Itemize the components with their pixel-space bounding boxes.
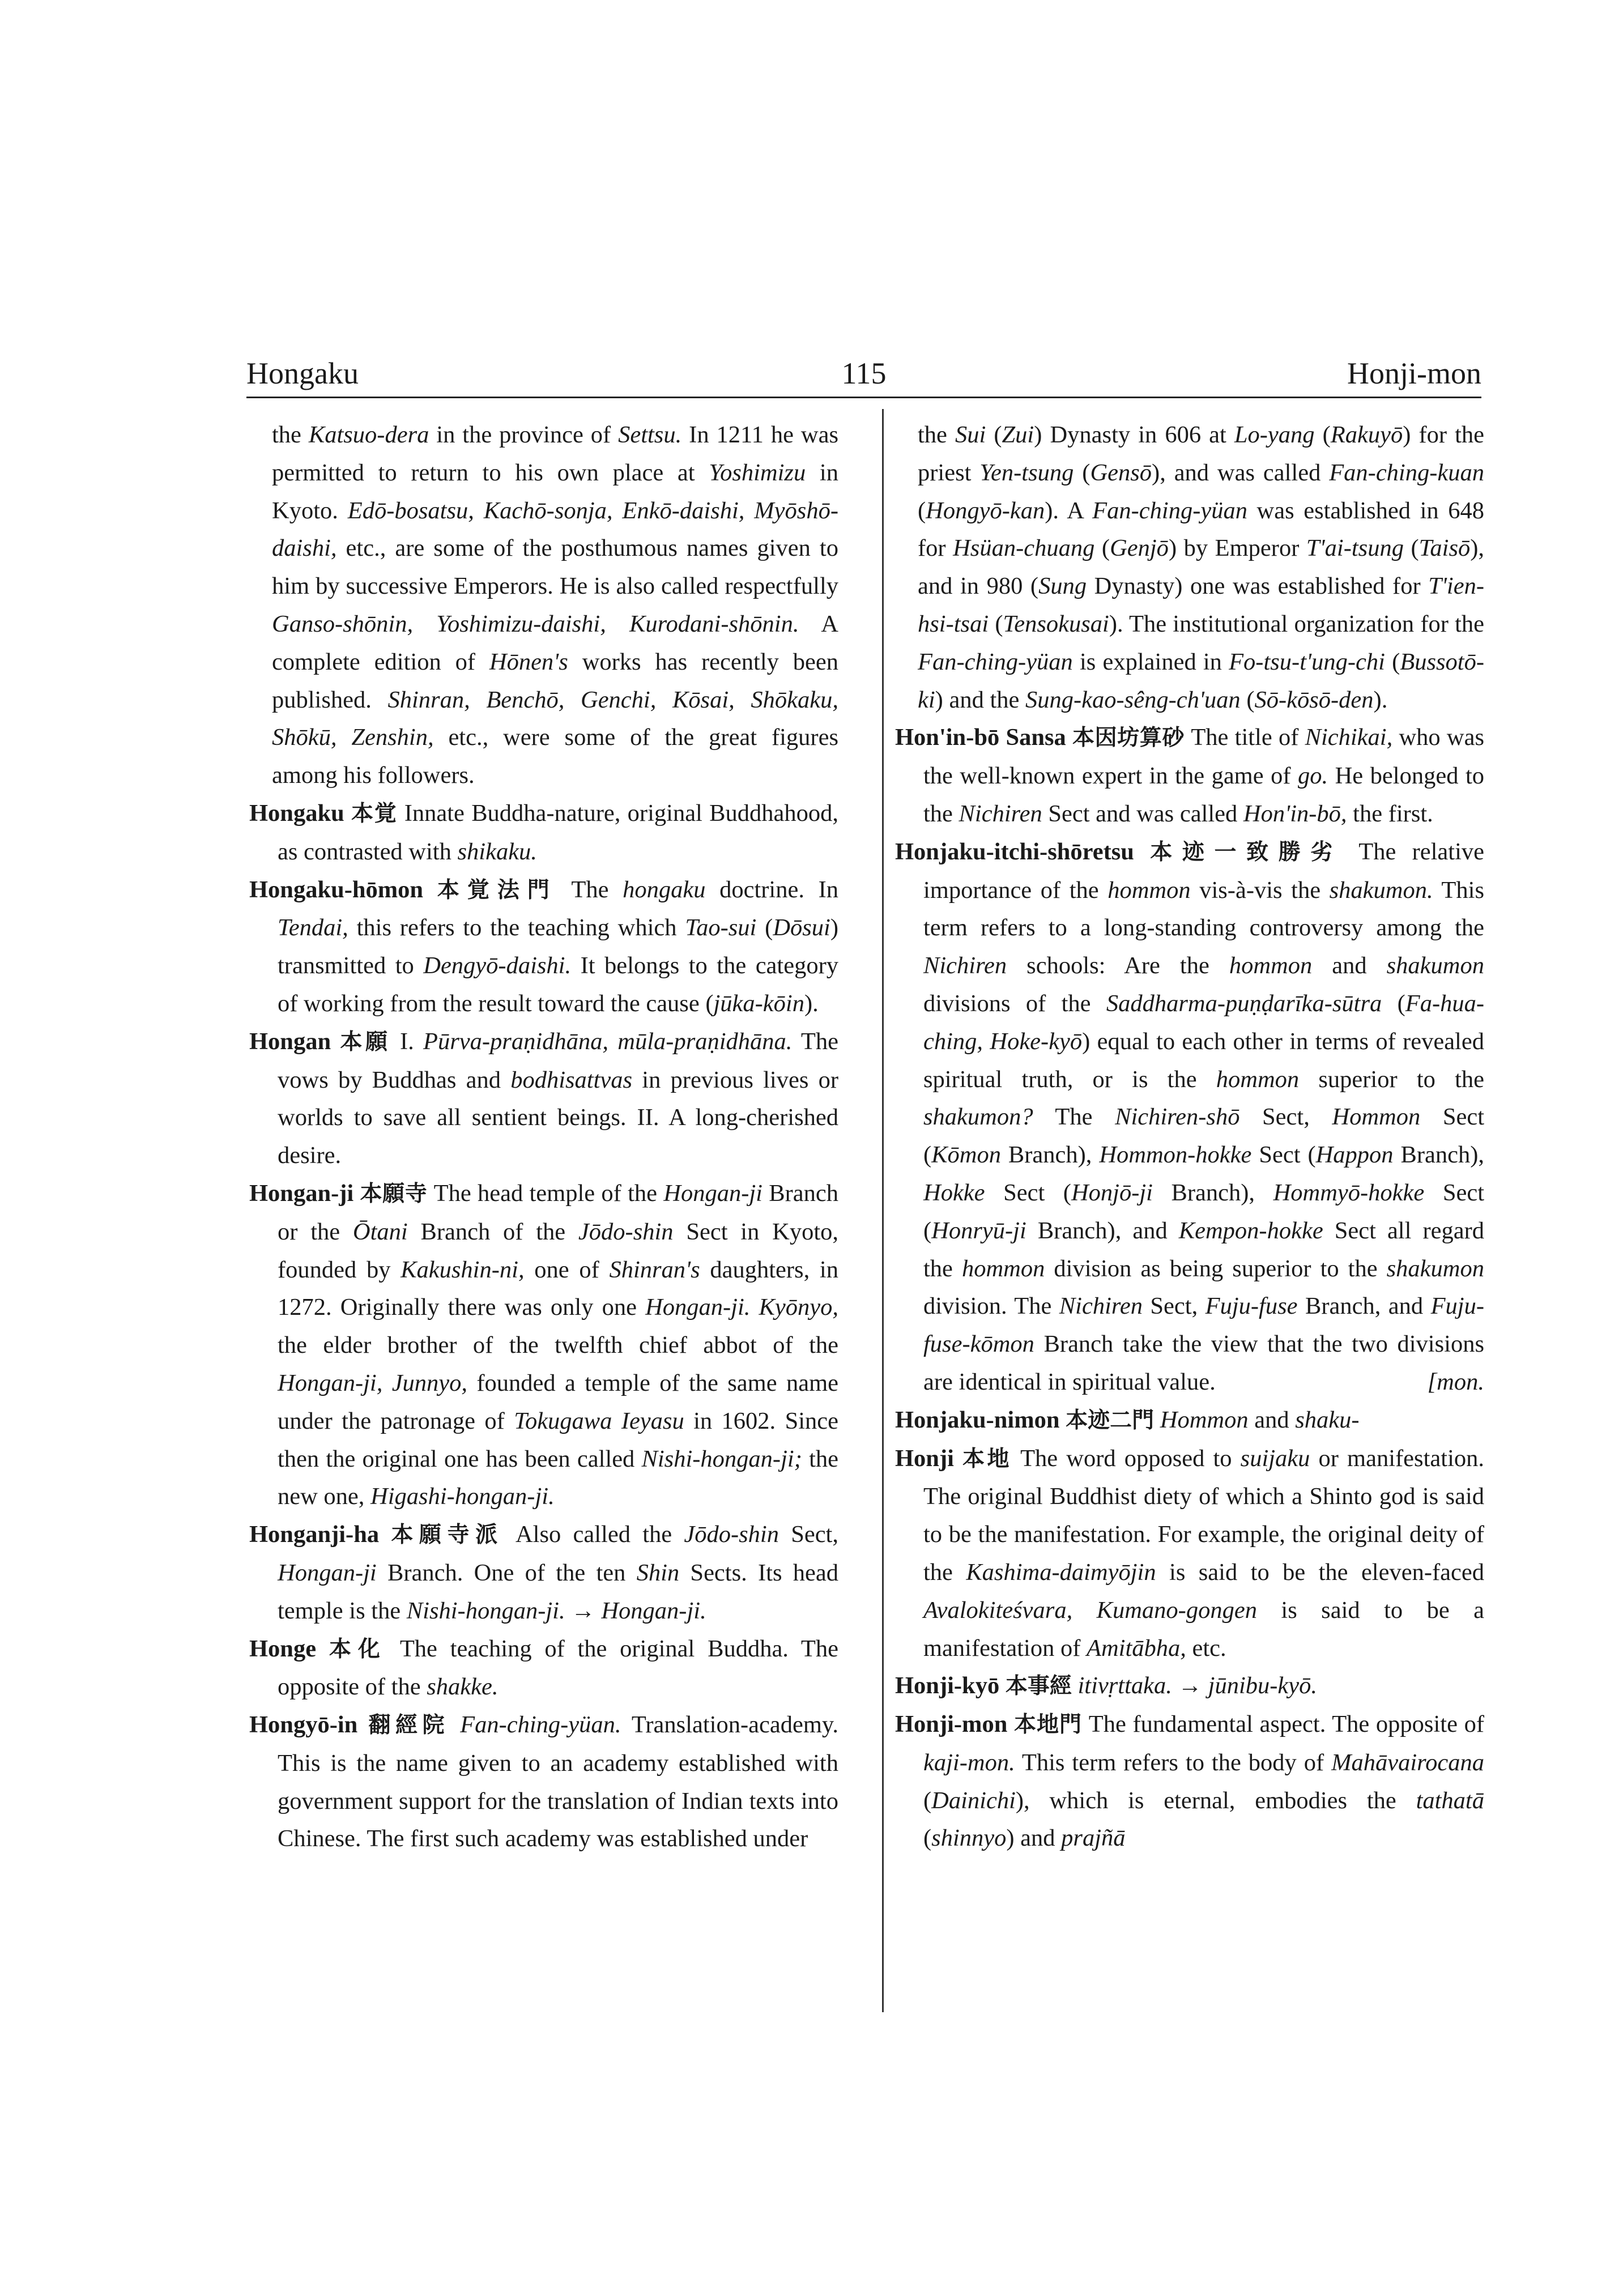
entry-text: etc., are some of the posthumous names given to him by successive Emperors. He is also called respectfully xyxy=(272,535,838,600)
entry-text: The xyxy=(1033,1104,1115,1131)
italic-term: Bussotō-ki xyxy=(918,648,1484,713)
entry-text: Sect, xyxy=(778,1521,838,1548)
left-column xyxy=(249,416,838,1858)
entry-text: etc. xyxy=(1186,1634,1226,1662)
italic-term: Saddharma-puṇḍarīka-sūtra xyxy=(1106,990,1382,1017)
entry-text: is explained in xyxy=(1072,648,1229,675)
entry-kanji: 本事經 xyxy=(1005,1673,1072,1699)
italic-term: Hongan-ji. xyxy=(601,1597,706,1624)
entry-headword: Honji xyxy=(895,1445,954,1472)
italic-term: shakumon? xyxy=(923,1104,1033,1131)
entry-text: Sect ( xyxy=(1251,1141,1316,1169)
italic-term: Nichikai, xyxy=(1305,724,1393,751)
italic-term: Dōsui xyxy=(773,914,830,942)
entry-text: ( xyxy=(923,1787,932,1814)
italic-term: Fan-ching-kuan xyxy=(1329,459,1485,486)
entry-text: ( xyxy=(918,497,926,524)
italic-term: Fan-ching-yüan xyxy=(918,648,1073,675)
entry-text: Translation-academy. This is the name given to an academy established with government support for the translation of Indian texts into Chinese. The first such academy was established under xyxy=(278,1711,839,1852)
italic-term: Nichiren-shō xyxy=(1115,1104,1240,1131)
italic-term: Sung xyxy=(1038,573,1087,600)
entry-text: ), and in 980 ( xyxy=(918,535,1485,600)
italic-term: Hōnen's xyxy=(489,648,568,675)
italic-term: Jōdo-shin xyxy=(578,1218,674,1245)
entry-kanji: 本願寺派 xyxy=(391,1522,504,1548)
entry-kanji: 本願 xyxy=(340,1029,391,1055)
entry-text: Sect in Kyoto, founded by xyxy=(278,1218,839,1283)
entry-text: etc., were some of the great figures among his followers. xyxy=(272,724,838,789)
italic-term: Fuju-fuse-kōmon xyxy=(923,1293,1485,1358)
italic-term: Lo-yang xyxy=(1234,421,1315,448)
italic-term: Sung-kao-sêng-ch'uan xyxy=(1025,686,1241,713)
dictionary-entry xyxy=(895,1440,1484,1668)
entry-text: Sect, xyxy=(1239,1104,1332,1131)
entry-text: The word opposed to xyxy=(1020,1445,1241,1472)
italic-term: Dengyō-daishi. xyxy=(423,952,572,979)
italic-term: Honryū-ji xyxy=(931,1217,1026,1244)
italic-term: hommon xyxy=(1229,952,1313,979)
entry-text: one of xyxy=(524,1256,610,1283)
entry-text: the first. xyxy=(1347,800,1433,827)
italic-term: Avalokiteśvara, Kumano-gongen xyxy=(923,1596,1257,1624)
italic-term: Dainichi xyxy=(931,1787,1016,1814)
entry-text: ). xyxy=(804,990,819,1017)
italic-term: prajñā xyxy=(1061,1825,1126,1852)
entry-text: → xyxy=(565,1597,602,1624)
entry-text: Branch. One of the ten xyxy=(376,1559,637,1586)
italic-term: shakumon xyxy=(1386,952,1484,979)
entry-text: ( xyxy=(756,914,773,942)
entry-text: The title of xyxy=(1191,724,1305,751)
entry-text: ( xyxy=(1314,421,1331,448)
italic-term: Amitābha, xyxy=(1086,1634,1186,1662)
entry-headword: Hongan-ji xyxy=(249,1179,354,1207)
entry-text: schools: Are the xyxy=(1007,952,1229,979)
entry-text: Sects. Its head temple is the xyxy=(278,1559,838,1624)
entry-text: Branch of the xyxy=(407,1218,578,1245)
entry-text: Sect ( xyxy=(923,1179,1484,1244)
entry-text: The xyxy=(571,876,623,903)
entry-text: He belonged to the xyxy=(923,763,1484,827)
entry-text: ) and xyxy=(1006,1825,1062,1852)
italic-term: Shin xyxy=(636,1559,680,1586)
italic-term: Shinran's xyxy=(609,1256,700,1283)
italic-term: Fa-hua-ching, Hoke-kyō xyxy=(923,990,1485,1055)
italic-term: hommon xyxy=(1216,1066,1300,1093)
entry-kanji: 本因坊算砂 xyxy=(1072,725,1185,751)
entry-headword: Honji-kyō xyxy=(895,1672,1000,1699)
entry-text: ( xyxy=(989,610,1003,637)
italic-term: Tensokusai xyxy=(1003,610,1109,637)
italic-term: kaji-mon. xyxy=(923,1749,1015,1776)
italic-term: Nishi-hongan-ji. xyxy=(406,1597,565,1624)
italic-term: Kakushin-ni, xyxy=(401,1256,525,1283)
italic-term: Tokugawa Ieyasu xyxy=(514,1407,684,1434)
italic-term: Ōtani xyxy=(352,1218,408,1245)
italic-term: Hon'in-bō, xyxy=(1243,800,1347,827)
dictionary-entry xyxy=(249,1706,838,1858)
italic-term: Taisō xyxy=(1418,535,1471,562)
dictionary-entry xyxy=(895,833,1484,1402)
dictionary-entry xyxy=(249,871,838,1023)
entry-kanji: 本地門 xyxy=(1014,1712,1083,1738)
italic-term: Tao-sui xyxy=(685,914,757,942)
italic-term: Hongan-ji xyxy=(278,1559,377,1586)
italic-term: hommon xyxy=(961,1255,1045,1282)
entry-text: superior to the xyxy=(1299,1066,1484,1093)
entry-text: A complete edition of xyxy=(272,610,838,675)
italic-term: itivṛttaka. xyxy=(1077,1672,1172,1699)
italic-term: Nichiren xyxy=(923,952,1007,979)
italic-term: hommon xyxy=(1107,876,1191,904)
entry-text: and xyxy=(1248,1406,1296,1433)
entry-text: and xyxy=(1312,952,1387,979)
dictionary-entry xyxy=(895,1402,1484,1440)
italic-term: Sui xyxy=(955,421,986,448)
entry-text: ( xyxy=(1385,648,1400,675)
header-right-headword: Honji-mon xyxy=(1347,356,1481,390)
italic-term: Shinran, Benchō, Genchi, Kōsai, Shōkaku, Shōkū, Zenshin, xyxy=(272,686,838,751)
entry-text: ( xyxy=(1403,535,1419,562)
entry-text: divisions of the xyxy=(923,990,1106,1017)
entry-text: vis-à-vis the xyxy=(1190,876,1330,904)
entry-text: This term refers to the body of xyxy=(1015,1749,1332,1776)
entry-text: ) by Emperor xyxy=(1168,535,1306,562)
italic-term: suijaku xyxy=(1240,1445,1310,1472)
italic-term: Jōdo-shin xyxy=(684,1521,779,1548)
entry-text: I. xyxy=(399,1028,424,1055)
italic-term: Edō-bosatsu, Kachō-sonja, Enkō-daishi, Myōshō-daishi, xyxy=(272,497,838,562)
italic-term: Katsuo-dera xyxy=(308,421,429,448)
entry-text: Branch), and xyxy=(1026,1217,1179,1244)
entry-kanji: 本化 xyxy=(329,1636,387,1662)
entry-continuation xyxy=(895,416,1484,719)
italic-term: tathatā xyxy=(1416,1787,1484,1814)
entry-kanji: 本願寺 xyxy=(360,1181,428,1207)
entry-text: The teaching of the original Buddha. The opposite of the xyxy=(278,1635,838,1701)
entry-text: Branch), xyxy=(1393,1141,1484,1169)
entry-text: It belongs to the category of working from the result toward the cause ( xyxy=(278,952,838,1017)
dictionary-entry xyxy=(249,795,838,871)
italic-term: go. xyxy=(1298,763,1328,790)
entry-text: The relative importance of the xyxy=(923,838,1484,904)
entry-headword: Honganji-ha xyxy=(249,1521,380,1548)
entry-text: Sect and was called xyxy=(1042,800,1243,827)
entry-text: this refers to the teaching which xyxy=(348,914,685,942)
entry-text: ) for the priest xyxy=(918,421,1485,486)
entry-headword: Honji-mon xyxy=(895,1711,1008,1738)
dictionary-entry xyxy=(895,1667,1484,1706)
entry-text: → xyxy=(1172,1672,1208,1699)
italic-term: Yoshimizu xyxy=(709,459,806,486)
dictionary-entry xyxy=(895,719,1484,833)
entry-headword: Honge xyxy=(249,1635,317,1662)
entry-kanji: 本覚法門 xyxy=(437,877,557,903)
dictionary-entry xyxy=(895,1706,1484,1858)
entry-text: Innate Buddha-nature, original Buddhahood, as contrasted with xyxy=(278,799,839,865)
italic-term: Honjō-ji xyxy=(1071,1179,1153,1206)
italic-term: Zui xyxy=(1002,421,1034,448)
entry-text: is said to be a manifestation of xyxy=(923,1596,1484,1662)
italic-term: bodhisattvas xyxy=(510,1066,633,1093)
entry-headword: Hongaku xyxy=(249,799,344,827)
italic-term: shakumon. xyxy=(1329,876,1433,904)
entry-text: Sect all regard the xyxy=(923,1217,1484,1282)
italic-term: Gensō xyxy=(1090,459,1152,486)
entry-text: The fundamental aspect. The opposite of xyxy=(1088,1711,1484,1738)
entry-text: or manifestation. The original Buddhist diety of which a Shinto god is said to be the manifestation. For example, the original deity of the xyxy=(923,1445,1484,1586)
italic-term: T'ien-hsi-tsai xyxy=(918,573,1484,637)
entry-text: ), which is eternal, embodies the xyxy=(1015,1787,1416,1814)
italic-term: jūnibu-kyō. xyxy=(1208,1672,1318,1699)
entry-text: doctrine. In xyxy=(705,876,839,903)
italic-term: Ganso-shōnin, Yoshimizu-daishi, Kurodani-shōnin. xyxy=(272,610,799,637)
italic-term: shaku- xyxy=(1295,1406,1360,1433)
italic-term: Nichiren xyxy=(959,800,1042,827)
entry-text: Sect, xyxy=(1142,1293,1205,1320)
italic-term: Settsu. xyxy=(618,421,682,448)
entry-text: Sect ( xyxy=(985,1179,1071,1206)
entry-text: ). A xyxy=(1045,497,1093,524)
entry-text: ), and was called xyxy=(1152,459,1330,486)
italic-term: Hommon-hokke xyxy=(1099,1141,1252,1169)
italic-term: Nishi-hongan-ji; xyxy=(641,1445,802,1472)
italic-term: Fan-ching-yüan xyxy=(1092,497,1247,524)
italic-term: Tendai, xyxy=(278,914,348,942)
entry-text: ( xyxy=(1382,990,1405,1017)
dictionary-entry xyxy=(249,1630,838,1707)
entry-text: works has recently been published. xyxy=(272,648,838,713)
entry-text: was established in 648 for xyxy=(918,497,1484,562)
entry-text: Dynasty) one was established for xyxy=(1087,573,1429,600)
entry-text: is said to be the eleven-faced xyxy=(1156,1558,1484,1586)
entry-text: In 1211 he was permitted to return to his own place at xyxy=(272,421,838,486)
italic-term: Rakuyō xyxy=(1330,421,1403,448)
entry-text: ) transmitted to xyxy=(278,914,839,979)
entry-headword: Hongan xyxy=(249,1028,331,1055)
entry-text: Branch), xyxy=(1153,1179,1273,1206)
entry-text: ( xyxy=(1074,459,1090,486)
italic-term: shinnyo xyxy=(931,1825,1007,1852)
italic-term: Hommon xyxy=(1160,1406,1249,1433)
dictionary-entry xyxy=(249,1023,838,1175)
italic-term: Sō-kōsō-den xyxy=(1254,686,1374,713)
italic-term: jūka-kōin xyxy=(713,990,804,1017)
entry-text: in the province of xyxy=(429,421,619,448)
entry-headword: Honjaku-itchi-shōretsu xyxy=(895,838,1134,865)
italic-term: shakumon xyxy=(1386,1255,1484,1282)
entry-text: who was the well-known expert in the game of xyxy=(923,724,1484,790)
entry-kanji: 翻經院 xyxy=(368,1713,449,1739)
italic-term: Hommon xyxy=(1332,1104,1421,1131)
entry-text: The head temple of the xyxy=(433,1179,664,1207)
entry-text: ). xyxy=(1373,686,1388,713)
entry-text: the xyxy=(272,421,309,448)
entry-text: The vows by Buddhas and xyxy=(278,1028,839,1093)
entry-text: ) Dynasty in 606 at xyxy=(1034,421,1234,448)
italic-term: Genjō xyxy=(1110,535,1169,562)
entry-continuation xyxy=(249,416,838,795)
italic-term: Fo-tsu-t'ung-chi xyxy=(1229,648,1385,675)
entry-kanji: 本迹二門 xyxy=(1066,1407,1155,1433)
entry-text: Branch take the view that the two divisions are identical in spiritual value. xyxy=(923,1331,1484,1395)
right-column xyxy=(895,416,1484,1858)
italic-term: Kashima-daimyōjin xyxy=(966,1558,1156,1586)
italic-term: shikaku. xyxy=(457,838,537,865)
italic-term: Kempon-hokke xyxy=(1178,1217,1323,1244)
entry-text: Branch or the xyxy=(278,1179,838,1245)
entry-text: division as being superior to the xyxy=(1045,1255,1387,1282)
entry-text: in previous lives or worlds to save all sentient beings. II. A long-cherished desire. xyxy=(278,1066,838,1169)
entry-headword: Hongyō-in xyxy=(249,1711,358,1739)
entry-headword: Honjaku-nimon xyxy=(895,1406,1060,1433)
entry-text: Also called the xyxy=(515,1521,684,1548)
italic-term: Fan-ching-yüan. xyxy=(460,1711,621,1739)
entry-kanji: 本迹一致勝劣 xyxy=(1150,839,1343,865)
entry-text: Branch), xyxy=(1000,1141,1100,1169)
entry-text: ( xyxy=(1094,535,1110,562)
entry-text: ( xyxy=(1240,686,1255,713)
italic-term: Yen-tsung xyxy=(979,459,1074,486)
entry-text: ) and the xyxy=(935,686,1025,713)
italic-term: Hommyō-hokke xyxy=(1273,1179,1425,1206)
page-number: 115 xyxy=(841,356,887,390)
entry-kanji: 本覚 xyxy=(351,800,398,827)
italic-term: Nichiren xyxy=(1059,1293,1143,1320)
italic-term: hongaku xyxy=(623,876,706,903)
italic-term: Hongan-ji. Kyōnyo, xyxy=(645,1294,838,1321)
entry-text: ). The institutional organization for the xyxy=(1109,610,1484,637)
entry-text: in Kyoto. xyxy=(272,459,838,524)
italic-term: Happon xyxy=(1315,1141,1394,1169)
dictionary-entry xyxy=(249,1516,838,1630)
italic-term: Hokke xyxy=(923,1179,985,1206)
entry-text: ( xyxy=(923,1825,932,1852)
entry-text: ) equal to each other in terms of revealed spiritual truth, or is the xyxy=(923,1028,1484,1093)
entry-text: ( xyxy=(986,421,1002,448)
italic-term: Fuju-fuse xyxy=(1205,1293,1298,1320)
entry-text: Sect ( xyxy=(923,1104,1485,1169)
entry-headword: Hon'in-bō Sansa xyxy=(895,724,1066,751)
italic-term: Kōmon xyxy=(931,1141,1001,1169)
entry-text: in 1602. Since then the original one has been called xyxy=(278,1407,838,1472)
italic-term: Mahāvairocana xyxy=(1331,1749,1484,1776)
entry-headword: Hongaku-hōmon xyxy=(249,876,424,903)
entry-text: founded a temple of the same name under the patronage of xyxy=(278,1369,838,1434)
line-end-fragment: [mon. xyxy=(1427,1368,1484,1395)
italic-term: Hongyō-kan xyxy=(926,497,1045,524)
entry-text: Branch, and xyxy=(1297,1293,1431,1320)
running-header xyxy=(246,346,1481,398)
italic-term: Hongan-ji xyxy=(663,1179,762,1207)
italic-term: Hongan-ji, Junnyo, xyxy=(278,1369,468,1396)
italic-term: Higashi-hongan-ji. xyxy=(370,1483,555,1510)
entry-text: division. The xyxy=(923,1293,1059,1320)
entry-text: daughters, in 1272. Originally there was only one xyxy=(278,1256,838,1321)
dictionary-entry xyxy=(249,1175,838,1516)
header-left-headword: Hongaku xyxy=(246,356,359,390)
column-divider xyxy=(882,409,884,2012)
entry-text: the xyxy=(918,421,955,448)
entry-text: the elder brother of the twelfth chief abbot of the xyxy=(278,1332,838,1359)
italic-term: Pūrva-praṇidhāna, mūla-praṇidhāna. xyxy=(423,1028,793,1055)
italic-term: shakke. xyxy=(427,1673,499,1701)
italic-term: Hsüan-chuang xyxy=(953,535,1095,562)
entry-text: the new one, xyxy=(278,1445,839,1510)
entry-kanji: 本地 xyxy=(962,1446,1012,1472)
entry-text: This term refers to a long-standing controversy among the xyxy=(923,876,1484,942)
italic-term: T'ai-tsung xyxy=(1306,535,1404,562)
